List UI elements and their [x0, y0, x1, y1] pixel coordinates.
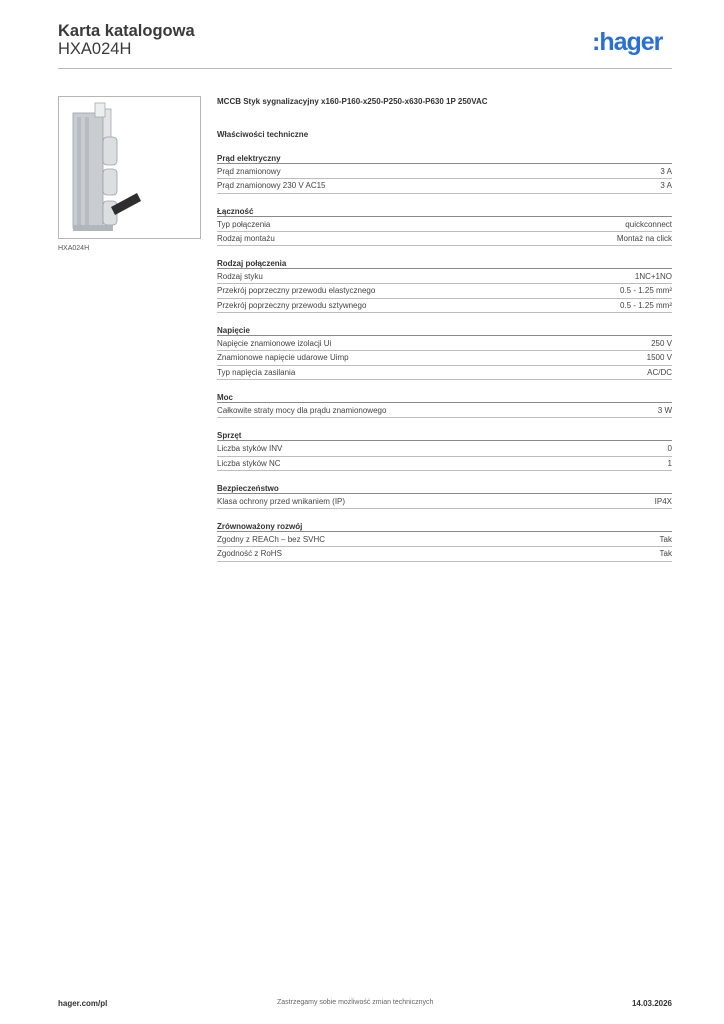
spec-value: 1NC+1NO: [634, 272, 672, 282]
spec-label: Prąd znamionowy 230 V AC15: [217, 181, 326, 191]
spec-value: quickconnect: [625, 219, 672, 229]
spec-section: [217, 206, 672, 247]
spec-value: 0: [667, 444, 672, 454]
spec-value: 3 W: [657, 405, 672, 415]
spec-value: 1500 V: [646, 353, 672, 363]
spec-section: [217, 153, 672, 194]
spec-value: Tak: [659, 549, 672, 559]
spec-label: Typ połączenia: [217, 219, 271, 229]
footer-date: 14.03.2026: [631, 999, 672, 1008]
product-code: HXA024H: [58, 40, 132, 58]
spec-section: [217, 483, 672, 509]
spec-row: [217, 165, 672, 179]
properties-heading: Właściwości techniczne: [217, 130, 309, 139]
spec-value: 3 A: [660, 181, 672, 191]
spec-label: Przekrój poprzeczny przewodu sztywnego: [217, 300, 367, 310]
spec-row: [217, 299, 672, 313]
spec-value: Tak: [659, 535, 672, 545]
footer-website-link[interactable]: hager.com/pl: [58, 999, 108, 1008]
product-title: MCCB Styk sygnalizacyjny x160-P160-x250-P250-x630-P630 1P 250VAC: [217, 97, 488, 106]
auxiliary-contact-illustration: [59, 97, 200, 238]
spec-row: [217, 218, 672, 232]
spec-row: [217, 404, 672, 418]
spec-section: [217, 258, 672, 313]
spec-row: [217, 337, 672, 351]
spec-label: Liczba styków NC: [217, 458, 281, 468]
spec-section: [217, 521, 672, 562]
footer-disclaimer: Zastrzegamy sobie możliwość zmian technicznych: [277, 999, 434, 1006]
product-image: [58, 96, 201, 239]
spec-label: Prąd znamionowy: [217, 167, 281, 176]
page-title: Karta katalogowa: [58, 22, 195, 40]
spec-content: [217, 96, 672, 562]
spec-value: 1: [667, 458, 672, 468]
hager-logo: [592, 27, 676, 57]
spec-label: Typ napięcia zasilania: [217, 367, 296, 377]
spec-row: [217, 366, 672, 380]
hager-logo-text: :hager: [592, 28, 663, 56]
spec-row: [217, 495, 672, 509]
spec-row: [217, 547, 672, 561]
spec-label: Przekrój poprzeczny przewodu elastycznego: [217, 286, 376, 296]
section-title: Sprzęt: [217, 430, 672, 441]
section-title: Zrównoważony rozwój: [217, 521, 672, 532]
spec-label: Zgodny z REACh – bez SVHC: [217, 535, 326, 545]
spec-section: [217, 325, 672, 380]
spec-section: [217, 392, 672, 418]
spec-value: 0.5 - 1.25 mm²: [619, 300, 672, 310]
spec-row: [217, 351, 672, 365]
section-title: Prąd elektryczny: [217, 153, 672, 164]
spec-label: Całkowite straty mocy dla prądu znamionowego: [217, 405, 387, 415]
spec-value: 3 A: [660, 167, 672, 176]
spec-label: Napięcie znamionowe izolacji Ui: [217, 339, 332, 349]
section-title: Łączność: [217, 206, 672, 217]
spec-row: [217, 284, 672, 298]
spec-value: 250 V: [651, 339, 672, 349]
section-title: Moc: [217, 392, 672, 403]
spec-label: Liczba styków INV: [217, 444, 283, 454]
section-title: Rodzaj połączenia: [217, 258, 672, 269]
spec-value: Montaż na click: [616, 233, 672, 243]
spec-value: 0.5 - 1.25 mm²: [619, 286, 672, 296]
section-title: Bezpieczeństwo: [217, 483, 672, 494]
spec-row: [217, 533, 672, 547]
spec-value: IP4X: [654, 496, 672, 506]
spec-label: Rodzaj styku: [217, 272, 263, 282]
image-caption: HXA024H: [58, 245, 90, 252]
spec-value: AC/DC: [647, 367, 672, 377]
spec-row: [217, 232, 672, 246]
spec-row: [217, 457, 672, 471]
spec-label: Klasa ochrony przed wnikaniem (IP): [217, 496, 346, 506]
spec-section: [217, 430, 672, 471]
header-divider: [58, 68, 672, 69]
spec-row: [217, 179, 672, 193]
spec-label: Zgodność z RoHS: [217, 549, 282, 559]
spec-label: Rodzaj montażu: [217, 233, 275, 243]
section-title: Napięcie: [217, 325, 672, 336]
spec-label: Znamionowe napięcie udarowe Uimp: [217, 353, 349, 363]
spec-row: [217, 270, 672, 284]
spec-row: [217, 442, 672, 456]
